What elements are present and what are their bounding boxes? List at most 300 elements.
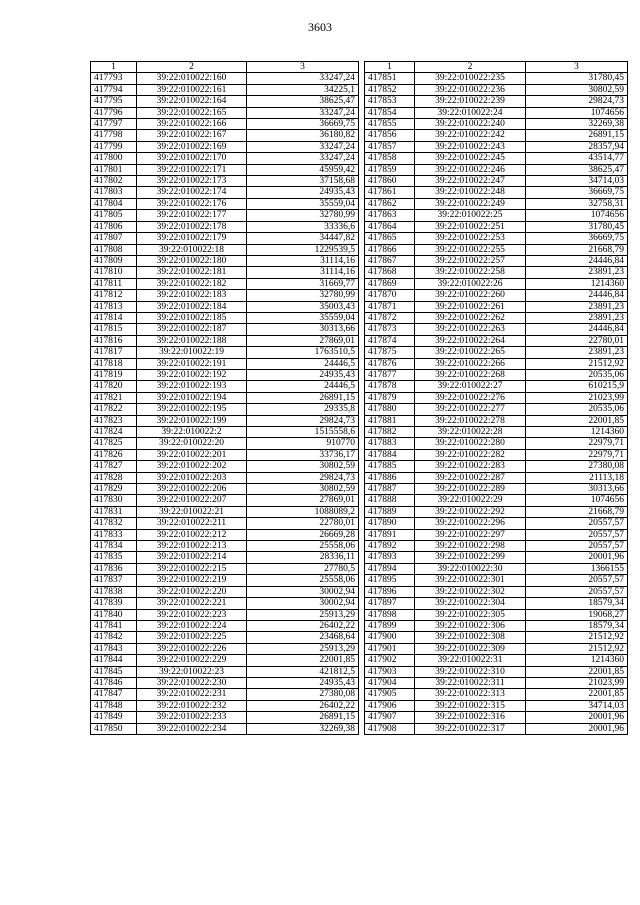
- value-cell: 20557,57: [526, 518, 628, 529]
- row-number-cell: 417872: [365, 312, 415, 323]
- row-number-cell: 417845: [91, 666, 137, 677]
- table-row: [91, 518, 359, 529]
- cadastral-number-cell: 39:22:010022:31: [415, 655, 526, 666]
- row-number-cell: 417794: [91, 84, 137, 95]
- table-row: [365, 598, 628, 609]
- cadastral-number-cell: 39:22:010022:213: [137, 541, 247, 552]
- cadastral-number-cell: 39:22:010022:280: [415, 438, 526, 449]
- value-cell: 32780,99: [247, 290, 359, 301]
- value-cell: 23891,23: [526, 267, 628, 278]
- cadastral-number-cell: 39:22:010022:219: [137, 575, 247, 586]
- row-number-cell: 417877: [365, 369, 415, 380]
- cadastral-number-cell: 39:22:010022:277: [415, 404, 526, 415]
- cadastral-number-cell: 39:22:010022:169: [137, 141, 247, 152]
- value-cell: 33336,6: [247, 221, 359, 232]
- row-number-cell: 417796: [91, 107, 137, 118]
- row-number-cell: 417896: [365, 586, 415, 597]
- value-cell: 35559,04: [247, 312, 359, 323]
- value-cell: 32269,38: [526, 119, 628, 130]
- table-row: [91, 164, 359, 175]
- value-cell: 34225,1: [247, 84, 359, 95]
- value-cell: 24446,84: [526, 324, 628, 335]
- cadastral-number-cell: 39:22:010022:21: [137, 506, 247, 517]
- row-number-cell: 417797: [91, 119, 137, 130]
- table-row: [91, 187, 359, 198]
- cadastral-number-cell: 39:22:010022:304: [415, 598, 526, 609]
- value-cell: 22979,71: [526, 438, 628, 449]
- cadastral-number-cell: 39:22:010022:25: [415, 210, 526, 221]
- table-row: [91, 438, 359, 449]
- cadastral-number-cell: 39:22:010022:317: [415, 723, 526, 734]
- table-row: [91, 244, 359, 255]
- cadastral-number-cell: 39:22:010022:192: [137, 369, 247, 380]
- cadastral-number-cell: 39:22:010022:262: [415, 312, 526, 323]
- value-cell: 30802,59: [247, 461, 359, 472]
- row-number-cell: 417808: [91, 244, 137, 255]
- row-number-cell: 417892: [365, 541, 415, 552]
- table-row: [91, 620, 359, 631]
- row-number-cell: 417871: [365, 301, 415, 312]
- cadastral-number-cell: 39:22:010022:264: [415, 335, 526, 346]
- table-row: [365, 153, 628, 164]
- table-row: [91, 609, 359, 620]
- value-cell: 33247,24: [247, 153, 359, 164]
- cadastral-number-cell: 39:22:010022:193: [137, 381, 247, 392]
- table-row: [365, 84, 628, 95]
- table-row: [91, 472, 359, 483]
- table-row: [365, 449, 628, 460]
- value-cell: 33247,24: [247, 141, 359, 152]
- table-row: [91, 598, 359, 609]
- row-number-cell: 417894: [365, 563, 415, 574]
- row-number-cell: 417809: [91, 255, 137, 266]
- table-row: [91, 689, 359, 700]
- table-row: [91, 563, 359, 574]
- cadastral-number-cell: 39:22:010022:23: [137, 666, 247, 677]
- row-number-cell: 417799: [91, 141, 137, 152]
- row-number-cell: 417850: [91, 723, 137, 734]
- table-row: [91, 312, 359, 323]
- cadastral-number-cell: 39:22:010022:276: [415, 392, 526, 403]
- cadastral-number-cell: 39:22:010022:278: [415, 415, 526, 426]
- cadastral-number-cell: 39:22:010022:255: [415, 244, 526, 255]
- value-cell: 1214360: [526, 278, 628, 289]
- cadastral-number-cell: 39:22:010022:235: [415, 73, 526, 84]
- row-number-cell: 417801: [91, 164, 137, 175]
- row-number-cell: 417827: [91, 461, 137, 472]
- table-row: [365, 666, 628, 677]
- table-row: [91, 427, 359, 438]
- value-cell: 25558,06: [247, 541, 359, 552]
- row-number-cell: 417851: [365, 73, 415, 84]
- value-cell: 20557,57: [526, 586, 628, 597]
- cadastral-number-cell: 39:22:010022:289: [415, 484, 526, 495]
- cadastral-number-cell: 39:22:010022:214: [137, 552, 247, 563]
- value-cell: 20001,96: [526, 712, 628, 723]
- cadastral-number-cell: 39:22:010022:184: [137, 301, 247, 312]
- row-number-cell: 417839: [91, 598, 137, 609]
- table-row: [365, 461, 628, 472]
- table-row: [91, 221, 359, 232]
- table-row: [365, 96, 628, 107]
- row-number-cell: 417847: [91, 689, 137, 700]
- row-number-cell: 417849: [91, 712, 137, 723]
- cadastral-number-cell: 39:22:010022:177: [137, 210, 247, 221]
- table-row: [365, 575, 628, 586]
- value-cell: 34447,82: [247, 233, 359, 244]
- value-cell: 610215,9: [526, 381, 628, 392]
- row-number-cell: 417829: [91, 484, 137, 495]
- cadastral-number-cell: 39:22:010022:226: [137, 643, 247, 654]
- table-row: [91, 278, 359, 289]
- value-cell: 21512,92: [526, 358, 628, 369]
- table-row: [91, 255, 359, 266]
- cadastral-number-cell: 39:22:010022:306: [415, 620, 526, 631]
- table-row: [91, 677, 359, 688]
- row-number-cell: 417908: [365, 723, 415, 734]
- cadastral-number-cell: 39:22:010022:316: [415, 712, 526, 723]
- row-number-cell: 417895: [365, 575, 415, 586]
- value-cell: 38625,47: [247, 96, 359, 107]
- value-cell: 1515558,6: [247, 427, 359, 438]
- value-cell: 27380,08: [526, 461, 628, 472]
- cadastral-number-cell: 39:22:010022:212: [137, 529, 247, 540]
- value-cell: 23891,23: [526, 347, 628, 358]
- cadastral-number-cell: 39:22:010022:253: [415, 233, 526, 244]
- cadastral-number-cell: 39:22:010022:225: [137, 632, 247, 643]
- cadastral-number-cell: 39:22:010022:211: [137, 518, 247, 529]
- table-row: [365, 369, 628, 380]
- row-number-cell: 417893: [365, 552, 415, 563]
- row-number-cell: 417812: [91, 290, 137, 301]
- cadastral-number-cell: 39:22:010022:301: [415, 575, 526, 586]
- value-cell: 1366155: [526, 563, 628, 574]
- table-row: [365, 541, 628, 552]
- row-number-cell: 417859: [365, 164, 415, 175]
- cadastral-number-cell: 39:22:010022:242: [415, 130, 526, 141]
- cadastral-number-cell: 39:22:010022:224: [137, 620, 247, 631]
- row-number-cell: 417865: [365, 233, 415, 244]
- row-number-cell: 417878: [365, 381, 415, 392]
- value-cell: 35559,04: [247, 198, 359, 209]
- table-row: [365, 358, 628, 369]
- table-header-row: [365, 62, 628, 73]
- row-number-cell: 417868: [365, 267, 415, 278]
- cadastral-number-cell: 39:22:010022:299: [415, 552, 526, 563]
- table-row: [91, 643, 359, 654]
- cadastral-number-cell: 39:22:010022:283: [415, 461, 526, 472]
- header-cell-3: 3: [526, 62, 628, 73]
- table-row: [365, 210, 628, 221]
- value-cell: 20557,57: [526, 541, 628, 552]
- value-cell: 23891,23: [526, 312, 628, 323]
- table-row: [365, 655, 628, 666]
- table-row: [365, 643, 628, 654]
- row-number-cell: 417818: [91, 358, 137, 369]
- table-row: [365, 484, 628, 495]
- value-cell: 31780,45: [526, 221, 628, 232]
- cadastral-number-cell: 39:22:010022:309: [415, 643, 526, 654]
- row-number-cell: 417820: [91, 381, 137, 392]
- row-number-cell: 417823: [91, 415, 137, 426]
- cadastral-number-cell: 39:22:010022:265: [415, 347, 526, 358]
- row-number-cell: 417843: [91, 643, 137, 654]
- row-number-cell: 417886: [365, 472, 415, 483]
- table-row: [91, 700, 359, 711]
- value-cell: 22001,85: [526, 666, 628, 677]
- value-cell: 36669,75: [526, 187, 628, 198]
- value-cell: 20557,57: [526, 575, 628, 586]
- row-number-cell: 417869: [365, 278, 415, 289]
- table-row: [91, 141, 359, 152]
- table-row: [91, 130, 359, 141]
- table-row: [365, 632, 628, 643]
- value-cell: 1074656: [526, 107, 628, 118]
- row-number-cell: 417905: [365, 689, 415, 700]
- cadastral-number-cell: 39:22:010022:181: [137, 267, 247, 278]
- row-number-cell: 417875: [365, 347, 415, 358]
- row-number-cell: 417816: [91, 335, 137, 346]
- value-cell: 32780,99: [247, 210, 359, 221]
- row-number-cell: 417841: [91, 620, 137, 631]
- value-cell: 26402,22: [247, 620, 359, 631]
- row-number-cell: 417855: [365, 119, 415, 130]
- table-row: [365, 187, 628, 198]
- row-number-cell: 417810: [91, 267, 137, 278]
- value-cell: 30313,66: [526, 484, 628, 495]
- row-number-cell: 417852: [365, 84, 415, 95]
- table-row: [365, 198, 628, 209]
- table-row: [365, 712, 628, 723]
- row-number-cell: 417815: [91, 324, 137, 335]
- value-cell: 31780,45: [526, 73, 628, 84]
- value-cell: 33247,24: [247, 107, 359, 118]
- table-row: [365, 233, 628, 244]
- table-row: [365, 518, 628, 529]
- cadastral-number-cell: 39:22:010022:258: [415, 267, 526, 278]
- value-cell: 20535,06: [526, 404, 628, 415]
- cadastral-number-cell: 39:22:010022:260: [415, 290, 526, 301]
- row-number-cell: 417884: [365, 449, 415, 460]
- value-cell: 25558,06: [247, 575, 359, 586]
- value-cell: 24935,43: [247, 369, 359, 380]
- value-cell: 45959,42: [247, 164, 359, 175]
- cadastral-number-cell: 39:22:010022:188: [137, 335, 247, 346]
- table-row: [91, 176, 359, 187]
- value-cell: 36180,82: [247, 130, 359, 141]
- row-number-cell: 417880: [365, 404, 415, 415]
- row-number-cell: 417853: [365, 96, 415, 107]
- cadastral-number-cell: 39:22:010022:248: [415, 187, 526, 198]
- table-row: [365, 347, 628, 358]
- value-cell: 38625,47: [526, 164, 628, 175]
- table-row: [365, 107, 628, 118]
- table-row: [91, 347, 359, 358]
- row-number-cell: 417840: [91, 609, 137, 620]
- value-cell: 33736,17: [247, 449, 359, 460]
- table-left: [90, 61, 359, 735]
- table-row: [365, 221, 628, 232]
- row-number-cell: 417900: [365, 632, 415, 643]
- table-row: [365, 404, 628, 415]
- cadastral-number-cell: 39:22:010022:27: [415, 381, 526, 392]
- table-row: [91, 415, 359, 426]
- row-number-cell: 417860: [365, 176, 415, 187]
- cadastral-number-cell: 39:22:010022:231: [137, 689, 247, 700]
- cadastral-number-cell: 39:22:010022:247: [415, 176, 526, 187]
- cadastral-number-cell: 39:22:010022:187: [137, 324, 247, 335]
- value-cell: 27869,01: [247, 495, 359, 506]
- table-row: [91, 369, 359, 380]
- value-cell: 30002,94: [247, 586, 359, 597]
- row-number-cell: 417848: [91, 700, 137, 711]
- cadastral-number-cell: 39:22:010022:207: [137, 495, 247, 506]
- table-row: [365, 130, 628, 141]
- table-row: [91, 495, 359, 506]
- row-number-cell: 417891: [365, 529, 415, 540]
- row-number-cell: 417864: [365, 221, 415, 232]
- cadastral-number-cell: 39:22:010022:215: [137, 563, 247, 574]
- cadastral-number-cell: 39:22:010022:174: [137, 187, 247, 198]
- table-row: [365, 677, 628, 688]
- value-cell: 29824,73: [247, 472, 359, 483]
- table-row: [365, 119, 628, 130]
- value-cell: 43514,77: [526, 153, 628, 164]
- value-cell: 34714,03: [526, 176, 628, 187]
- cadastral-number-cell: 39:22:010022:195: [137, 404, 247, 415]
- value-cell: 26669,28: [247, 529, 359, 540]
- cadastral-number-cell: 39:22:010022:229: [137, 655, 247, 666]
- row-number-cell: 417831: [91, 506, 137, 517]
- row-number-cell: 417883: [365, 438, 415, 449]
- header-cell-3: 3: [247, 62, 359, 73]
- value-cell: 21668,79: [526, 506, 628, 517]
- table-row: [91, 107, 359, 118]
- row-number-cell: 417890: [365, 518, 415, 529]
- value-cell: 25913,29: [247, 609, 359, 620]
- value-cell: 22979,71: [526, 449, 628, 460]
- row-number-cell: 417806: [91, 221, 137, 232]
- table-row: [365, 689, 628, 700]
- table-row: [365, 472, 628, 483]
- row-number-cell: 417819: [91, 369, 137, 380]
- table-row: [365, 324, 628, 335]
- row-number-cell: 417837: [91, 575, 137, 586]
- table-row: [91, 233, 359, 244]
- value-cell: 18579,34: [526, 598, 628, 609]
- table-row: [91, 404, 359, 415]
- cadastral-number-cell: 39:22:010022:2: [137, 427, 247, 438]
- row-number-cell: 417879: [365, 392, 415, 403]
- cadastral-number-cell: 39:22:010022:310: [415, 666, 526, 677]
- table-row: [365, 506, 628, 517]
- value-cell: 20001,96: [526, 723, 628, 734]
- row-number-cell: 417901: [365, 643, 415, 654]
- value-cell: 21668,79: [526, 244, 628, 255]
- row-number-cell: 417897: [365, 598, 415, 609]
- cadastral-number-cell: 39:22:010022:313: [415, 689, 526, 700]
- page-number: 3603: [308, 20, 332, 34]
- value-cell: 29824,73: [247, 415, 359, 426]
- cadastral-number-cell: 39:22:010022:18: [137, 244, 247, 255]
- table-row: [91, 723, 359, 734]
- value-cell: 28336,11: [247, 552, 359, 563]
- row-number-cell: 417805: [91, 210, 137, 221]
- table-row: [365, 267, 628, 278]
- row-number-cell: 417795: [91, 96, 137, 107]
- value-cell: 22780,01: [526, 335, 628, 346]
- table-row: [365, 586, 628, 597]
- row-number-cell: 417807: [91, 233, 137, 244]
- value-cell: 33247,24: [247, 73, 359, 84]
- cadastral-number-cell: 39:22:010022:268: [415, 369, 526, 380]
- cadastral-number-cell: 39:22:010022:233: [137, 712, 247, 723]
- cadastral-number-cell: 39:22:010022:183: [137, 290, 247, 301]
- table-right: [364, 61, 628, 735]
- cadastral-number-cell: 39:22:010022:236: [415, 84, 526, 95]
- row-number-cell: 417888: [365, 495, 415, 506]
- table-row: [91, 358, 359, 369]
- table-row: [91, 84, 359, 95]
- table-row: [91, 529, 359, 540]
- table-row: [365, 176, 628, 187]
- value-cell: 30802,59: [526, 84, 628, 95]
- cadastral-number-cell: 39:22:010022:179: [137, 233, 247, 244]
- row-number-cell: 417838: [91, 586, 137, 597]
- table-row: [365, 529, 628, 540]
- row-number-cell: 417887: [365, 484, 415, 495]
- cadastral-number-cell: 39:22:010022:292: [415, 506, 526, 517]
- value-cell: 35003,43: [247, 301, 359, 312]
- table-row: [91, 119, 359, 130]
- row-number-cell: 417798: [91, 130, 137, 141]
- row-number-cell: 417804: [91, 198, 137, 209]
- cadastral-number-cell: 39:22:010022:170: [137, 153, 247, 164]
- row-number-cell: 417846: [91, 677, 137, 688]
- cadastral-number-cell: 39:22:010022:243: [415, 141, 526, 152]
- row-number-cell: 417835: [91, 552, 137, 563]
- cadastral-number-cell: 39:22:010022:257: [415, 255, 526, 266]
- value-cell: 32758,31: [526, 198, 628, 209]
- value-cell: 1214360: [526, 427, 628, 438]
- cadastral-number-cell: 39:22:010022:28: [415, 427, 526, 438]
- cadastral-number-cell: 39:22:010022:178: [137, 221, 247, 232]
- value-cell: 21023,99: [526, 392, 628, 403]
- value-cell: 27780,5: [247, 563, 359, 574]
- cadastral-number-cell: 39:22:010022:24: [415, 107, 526, 118]
- value-cell: 1074656: [526, 495, 628, 506]
- row-number-cell: 417828: [91, 472, 137, 483]
- value-cell: 21512,92: [526, 643, 628, 654]
- value-cell: 23468,64: [247, 632, 359, 643]
- table-row: [365, 620, 628, 631]
- cadastral-number-cell: 39:22:010022:185: [137, 312, 247, 323]
- cadastral-number-cell: 39:22:010022:167: [137, 130, 247, 141]
- cadastral-number-cell: 39:22:010022:287: [415, 472, 526, 483]
- row-number-cell: 417873: [365, 324, 415, 335]
- cadastral-number-cell: 39:22:010022:202: [137, 461, 247, 472]
- cadastral-number-cell: 39:22:010022:26: [415, 278, 526, 289]
- cadastral-number-cell: 39:22:010022:19: [137, 347, 247, 358]
- row-number-cell: 417813: [91, 301, 137, 312]
- value-cell: 24446,5: [247, 381, 359, 392]
- value-cell: 23891,23: [526, 301, 628, 312]
- table-row: [91, 552, 359, 563]
- table-row: [91, 541, 359, 552]
- value-cell: 30802,59: [247, 484, 359, 495]
- row-number-cell: 417821: [91, 392, 137, 403]
- table-row: [91, 96, 359, 107]
